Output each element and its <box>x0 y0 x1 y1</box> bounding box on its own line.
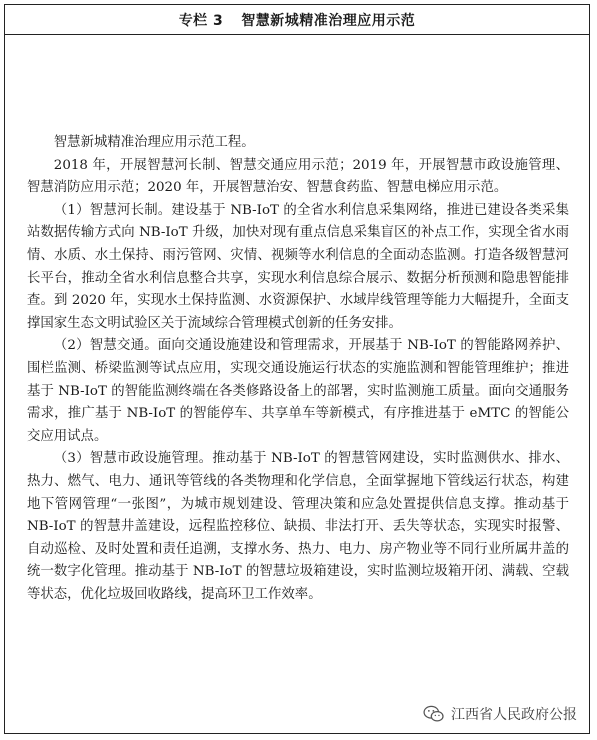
box-number: 专栏 3 <box>178 12 224 29</box>
box-title: 智慧新城精准治理应用示范 <box>241 12 416 29</box>
box-body <box>27 132 569 606</box>
feature-box <box>4 4 590 734</box>
box-title-bar <box>5 5 589 35</box>
paragraph-river-chief: （1）智慧河长制。建设基于 NB-IoT 的全省水利信息采集网络，推进已建设各类采集站数据传输方式向 NB-IoT 升级，加快对现有重点信息采集盲区的补点工作，实现全省水雨情、水质、水土保持、雨污管网、灾情、视频等水利信息的全面动态监测。打造各级智慧河长平台，推动全省水利信息整合共享，实现水利信息综合展示、数据分析预测和隐患智能排查。到 2020 年，实现水土保持监测、水资源保护、水域岸线管理等能力大幅提升，全面支撑国家生态文明试验区关于流域综合管理模式创新的任务安排。 <box>27 202 569 331</box>
paragraph-smart-traffic: （2）智慧交通。面向交通设施建设和管理需求，开展基于 NB-IoT 的智能路网养护、围栏监测、桥梁监测等试点应用，实现交通设施运行状态的实施监测和智能管理维护；推进基于 NB-IoT 的智能监测终端在各类修路设备上的部署，实时监测施工质量。面向交通服务需求，推广基于 NB-IoT 的智能停车、共享单车等新模式，有序推进基于 eMTC 的智能公交应用试点。 <box>27 338 569 444</box>
paragraph-municipal-facilities: （3）智慧市政设施管理。推动基于 NB-IoT 的智慧管网建设，实时监测供水、排水、热力、燃气、电力、通讯等管线的各类物理和化学信息，全面掌握地下管线运行状态，构建地下管网管理“一张图”，为城市规划建设、管理决策和应急处置提供信息支撑。推动基于 NB-IoT 的智慧井盖建设，远程监控移位、缺损、非法打开、丢失等状态，实现实时报警、自动巡检、及时处置和责任追溯，支撑水务、热力、电力、房产物业等不同行业所属井盖的统一数字化管理。推动基于 NB-IoT 的智慧垃圾箱建设，实时监测垃圾箱开闭、满载、空载等状态，优化垃圾回收路线，提高环卫工作效率。 <box>27 451 569 602</box>
wechat-icon <box>423 705 445 723</box>
paragraph-intro: 智慧新城精准治理应用示范工程。 <box>53 135 255 150</box>
watermark-text: 江西省人民政府公报 <box>451 707 577 723</box>
paragraph-schedule: 2018 年，开展智慧河长制、智慧交通应用示范；2019 年，开展智慧市政设施管理、智慧消防应用示范；2020 年，开展智慧治安、智慧食药监、智慧电梯应用示范。 <box>27 157 569 196</box>
watermark <box>419 702 581 726</box>
